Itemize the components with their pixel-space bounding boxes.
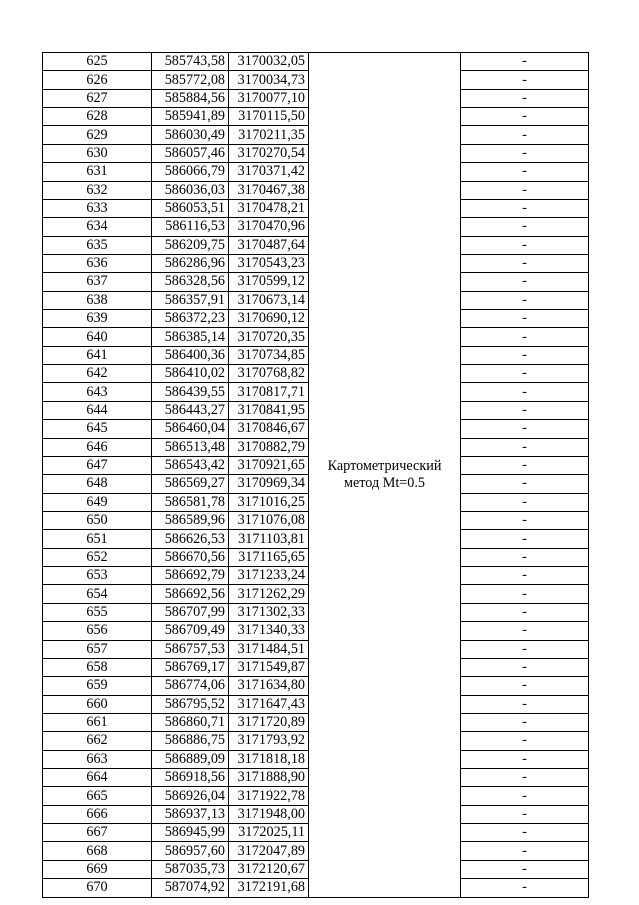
- value-cell: -: [461, 254, 589, 272]
- y-coordinate-cell: 3171922,78: [229, 787, 309, 805]
- point-number-cell: 649: [43, 493, 152, 511]
- x-coordinate-cell: 586926,04: [152, 787, 229, 805]
- value-cell: -: [461, 126, 589, 144]
- x-coordinate-cell: 586709,49: [152, 622, 229, 640]
- x-coordinate-cell: 586886,75: [152, 732, 229, 750]
- value-cell: -: [461, 163, 589, 181]
- point-number-cell: 640: [43, 328, 152, 346]
- coordinates-table-body: [43, 53, 589, 898]
- x-coordinate-cell: 586692,56: [152, 585, 229, 603]
- point-number-cell: 655: [43, 603, 152, 621]
- point-number-cell: 661: [43, 713, 152, 731]
- x-coordinate-cell: 586757,53: [152, 640, 229, 658]
- x-coordinate-cell: 586957,60: [152, 842, 229, 860]
- x-coordinate-cell: 587035,73: [152, 860, 229, 878]
- point-number-cell: 668: [43, 842, 152, 860]
- value-cell: -: [461, 879, 589, 897]
- y-coordinate-cell: 3170921,65: [229, 456, 309, 474]
- point-number-cell: 632: [43, 181, 152, 199]
- y-coordinate-cell: 3171793,92: [229, 732, 309, 750]
- y-coordinate-cell: 3172120,67: [229, 860, 309, 878]
- x-coordinate-cell: 585941,89: [152, 108, 229, 126]
- value-cell: -: [461, 842, 589, 860]
- value-cell: -: [461, 713, 589, 731]
- y-coordinate-cell: 3170734,85: [229, 346, 309, 364]
- point-number-cell: 625: [43, 53, 152, 71]
- value-cell: -: [461, 236, 589, 254]
- x-coordinate-cell: 587074,92: [152, 879, 229, 897]
- y-coordinate-cell: 3170270,54: [229, 144, 309, 162]
- value-cell: -: [461, 493, 589, 511]
- y-coordinate-cell: 3171262,29: [229, 585, 309, 603]
- x-coordinate-cell: 586385,14: [152, 328, 229, 346]
- point-number-cell: 646: [43, 438, 152, 456]
- value-cell: -: [461, 71, 589, 89]
- y-coordinate-cell: 3170467,38: [229, 181, 309, 199]
- point-number-cell: 630: [43, 144, 152, 162]
- value-cell: -: [461, 199, 589, 217]
- point-number-cell: 657: [43, 640, 152, 658]
- y-coordinate-cell: 3171720,89: [229, 713, 309, 731]
- point-number-cell: 631: [43, 163, 152, 181]
- x-coordinate-cell: 586569,27: [152, 475, 229, 493]
- point-number-cell: 662: [43, 732, 152, 750]
- x-coordinate-cell: 586066,79: [152, 163, 229, 181]
- value-cell: -: [461, 769, 589, 787]
- y-coordinate-cell: 3172025,11: [229, 824, 309, 842]
- y-coordinate-cell: 3170077,10: [229, 89, 309, 107]
- y-coordinate-cell: 3170768,82: [229, 365, 309, 383]
- point-number-cell: 647: [43, 456, 152, 474]
- x-coordinate-cell: 586513,48: [152, 438, 229, 456]
- value-cell: -: [461, 420, 589, 438]
- point-number-cell: 645: [43, 420, 152, 438]
- point-number-cell: 637: [43, 273, 152, 291]
- point-number-cell: 663: [43, 750, 152, 768]
- point-number-cell: 652: [43, 548, 152, 566]
- point-number-cell: 660: [43, 695, 152, 713]
- y-coordinate-cell: 3171634,80: [229, 677, 309, 695]
- y-coordinate-cell: 3170690,12: [229, 310, 309, 328]
- value-cell: -: [461, 383, 589, 401]
- y-coordinate-cell: 3171888,90: [229, 769, 309, 787]
- point-number-cell: 643: [43, 383, 152, 401]
- y-coordinate-cell: 3171340,33: [229, 622, 309, 640]
- y-coordinate-cell: 3170211,35: [229, 126, 309, 144]
- method-label-line2: метод Mt=0.5: [343, 474, 426, 491]
- x-coordinate-cell: 586286,96: [152, 254, 229, 272]
- y-coordinate-cell: 3170478,21: [229, 199, 309, 217]
- y-coordinate-cell: 3171647,43: [229, 695, 309, 713]
- y-coordinate-cell: 3171948,00: [229, 805, 309, 823]
- point-number-cell: 633: [43, 199, 152, 217]
- point-number-cell: 648: [43, 475, 152, 493]
- value-cell: -: [461, 677, 589, 695]
- value-cell: -: [461, 475, 589, 493]
- point-number-cell: 626: [43, 71, 152, 89]
- y-coordinate-cell: 3170599,12: [229, 273, 309, 291]
- y-coordinate-cell: 3170487,64: [229, 236, 309, 254]
- point-number-cell: 628: [43, 108, 152, 126]
- value-cell: -: [461, 548, 589, 566]
- x-coordinate-cell: 586053,51: [152, 199, 229, 217]
- y-coordinate-cell: 3171302,33: [229, 603, 309, 621]
- value-cell: -: [461, 346, 589, 364]
- value-cell: -: [461, 401, 589, 419]
- y-coordinate-cell: 3171165,65: [229, 548, 309, 566]
- point-number-cell: 659: [43, 677, 152, 695]
- method-label-line1: Картометрический: [327, 457, 442, 474]
- y-coordinate-cell: 3170846,67: [229, 420, 309, 438]
- point-number-cell: 665: [43, 787, 152, 805]
- y-coordinate-cell: 3170841,95: [229, 401, 309, 419]
- value-cell: -: [461, 89, 589, 107]
- point-number-cell: 670: [43, 879, 152, 897]
- y-coordinate-cell: 3171103,81: [229, 530, 309, 548]
- y-coordinate-cell: 3172191,68: [229, 879, 309, 897]
- value-cell: -: [461, 658, 589, 676]
- value-cell: -: [461, 787, 589, 805]
- x-coordinate-cell: 586543,42: [152, 456, 229, 474]
- x-coordinate-cell: 586769,17: [152, 658, 229, 676]
- point-number-cell: 664: [43, 769, 152, 787]
- point-number-cell: 658: [43, 658, 152, 676]
- value-cell: -: [461, 824, 589, 842]
- x-coordinate-cell: 586581,78: [152, 493, 229, 511]
- y-coordinate-cell: 3170115,50: [229, 108, 309, 126]
- x-coordinate-cell: 585772,08: [152, 71, 229, 89]
- x-coordinate-cell: 586918,56: [152, 769, 229, 787]
- x-coordinate-cell: 586626,53: [152, 530, 229, 548]
- point-number-cell: 650: [43, 511, 152, 529]
- y-coordinate-cell: 3170032,05: [229, 53, 309, 71]
- y-coordinate-cell: 3170720,35: [229, 328, 309, 346]
- y-coordinate-cell: 3170470,96: [229, 218, 309, 236]
- point-number-cell: 634: [43, 218, 152, 236]
- x-coordinate-cell: 585743,58: [152, 53, 229, 71]
- x-coordinate-cell: 586460,04: [152, 420, 229, 438]
- value-cell: -: [461, 438, 589, 456]
- x-coordinate-cell: 586116,53: [152, 218, 229, 236]
- point-number-cell: 627: [43, 89, 152, 107]
- y-coordinate-cell: 3171016,25: [229, 493, 309, 511]
- x-coordinate-cell: 586443,27: [152, 401, 229, 419]
- point-number-cell: 635: [43, 236, 152, 254]
- x-coordinate-cell: 586860,71: [152, 713, 229, 731]
- value-cell: -: [461, 291, 589, 309]
- x-coordinate-cell: 586889,09: [152, 750, 229, 768]
- point-number-cell: 636: [43, 254, 152, 272]
- x-coordinate-cell: 586030,49: [152, 126, 229, 144]
- value-cell: -: [461, 805, 589, 823]
- value-cell: -: [461, 695, 589, 713]
- value-cell: -: [461, 365, 589, 383]
- point-number-cell: 666: [43, 805, 152, 823]
- value-cell: -: [461, 328, 589, 346]
- y-coordinate-cell: 3170673,14: [229, 291, 309, 309]
- x-coordinate-cell: 586036,03: [152, 181, 229, 199]
- value-cell: -: [461, 456, 589, 474]
- point-number-cell: 644: [43, 401, 152, 419]
- value-cell: -: [461, 273, 589, 291]
- point-number-cell: 638: [43, 291, 152, 309]
- value-cell: -: [461, 511, 589, 529]
- y-coordinate-cell: 3171076,08: [229, 511, 309, 529]
- point-number-cell: 669: [43, 860, 152, 878]
- y-coordinate-cell: 3171484,51: [229, 640, 309, 658]
- x-coordinate-cell: 586795,52: [152, 695, 229, 713]
- value-cell: -: [461, 218, 589, 236]
- value-cell: -: [461, 181, 589, 199]
- value-cell: -: [461, 622, 589, 640]
- method-cell: [309, 53, 461, 898]
- value-cell: -: [461, 108, 589, 126]
- x-coordinate-cell: 586670,56: [152, 548, 229, 566]
- x-coordinate-cell: 586328,56: [152, 273, 229, 291]
- value-cell: -: [461, 750, 589, 768]
- x-coordinate-cell: 586357,91: [152, 291, 229, 309]
- point-number-cell: 653: [43, 567, 152, 585]
- value-cell: -: [461, 144, 589, 162]
- point-number-cell: 667: [43, 824, 152, 842]
- x-coordinate-cell: 586057,46: [152, 144, 229, 162]
- x-coordinate-cell: 586209,75: [152, 236, 229, 254]
- value-cell: -: [461, 53, 589, 71]
- y-coordinate-cell: 3171818,18: [229, 750, 309, 768]
- y-coordinate-cell: 3170034,73: [229, 71, 309, 89]
- y-coordinate-cell: 3170371,42: [229, 163, 309, 181]
- value-cell: -: [461, 603, 589, 621]
- y-coordinate-cell: 3170882,79: [229, 438, 309, 456]
- value-cell: -: [461, 310, 589, 328]
- point-number-cell: 654: [43, 585, 152, 603]
- point-number-cell: 639: [43, 310, 152, 328]
- x-coordinate-cell: 586707,99: [152, 603, 229, 621]
- y-coordinate-cell: 3171549,87: [229, 658, 309, 676]
- x-coordinate-cell: 585884,56: [152, 89, 229, 107]
- point-number-cell: 642: [43, 365, 152, 383]
- x-coordinate-cell: 586410,02: [152, 365, 229, 383]
- value-cell: -: [461, 530, 589, 548]
- x-coordinate-cell: 586937,13: [152, 805, 229, 823]
- y-coordinate-cell: 3170969,34: [229, 475, 309, 493]
- point-number-cell: 629: [43, 126, 152, 144]
- coordinates-table: [42, 52, 589, 898]
- point-number-cell: 651: [43, 530, 152, 548]
- x-coordinate-cell: 586945,99: [152, 824, 229, 842]
- point-number-cell: 656: [43, 622, 152, 640]
- y-coordinate-cell: 3171233,24: [229, 567, 309, 585]
- value-cell: -: [461, 732, 589, 750]
- value-cell: -: [461, 860, 589, 878]
- y-coordinate-cell: 3170817,71: [229, 383, 309, 401]
- value-cell: -: [461, 585, 589, 603]
- x-coordinate-cell: 586774,06: [152, 677, 229, 695]
- x-coordinate-cell: 586692,79: [152, 567, 229, 585]
- value-cell: -: [461, 567, 589, 585]
- x-coordinate-cell: 586589,96: [152, 511, 229, 529]
- x-coordinate-cell: 586372,23: [152, 310, 229, 328]
- value-cell: -: [461, 640, 589, 658]
- table-row: [43, 53, 589, 71]
- y-coordinate-cell: 3172047,89: [229, 842, 309, 860]
- x-coordinate-cell: 586439,55: [152, 383, 229, 401]
- point-number-cell: 641: [43, 346, 152, 364]
- y-coordinate-cell: 3170543,23: [229, 254, 309, 272]
- x-coordinate-cell: 586400,36: [152, 346, 229, 364]
